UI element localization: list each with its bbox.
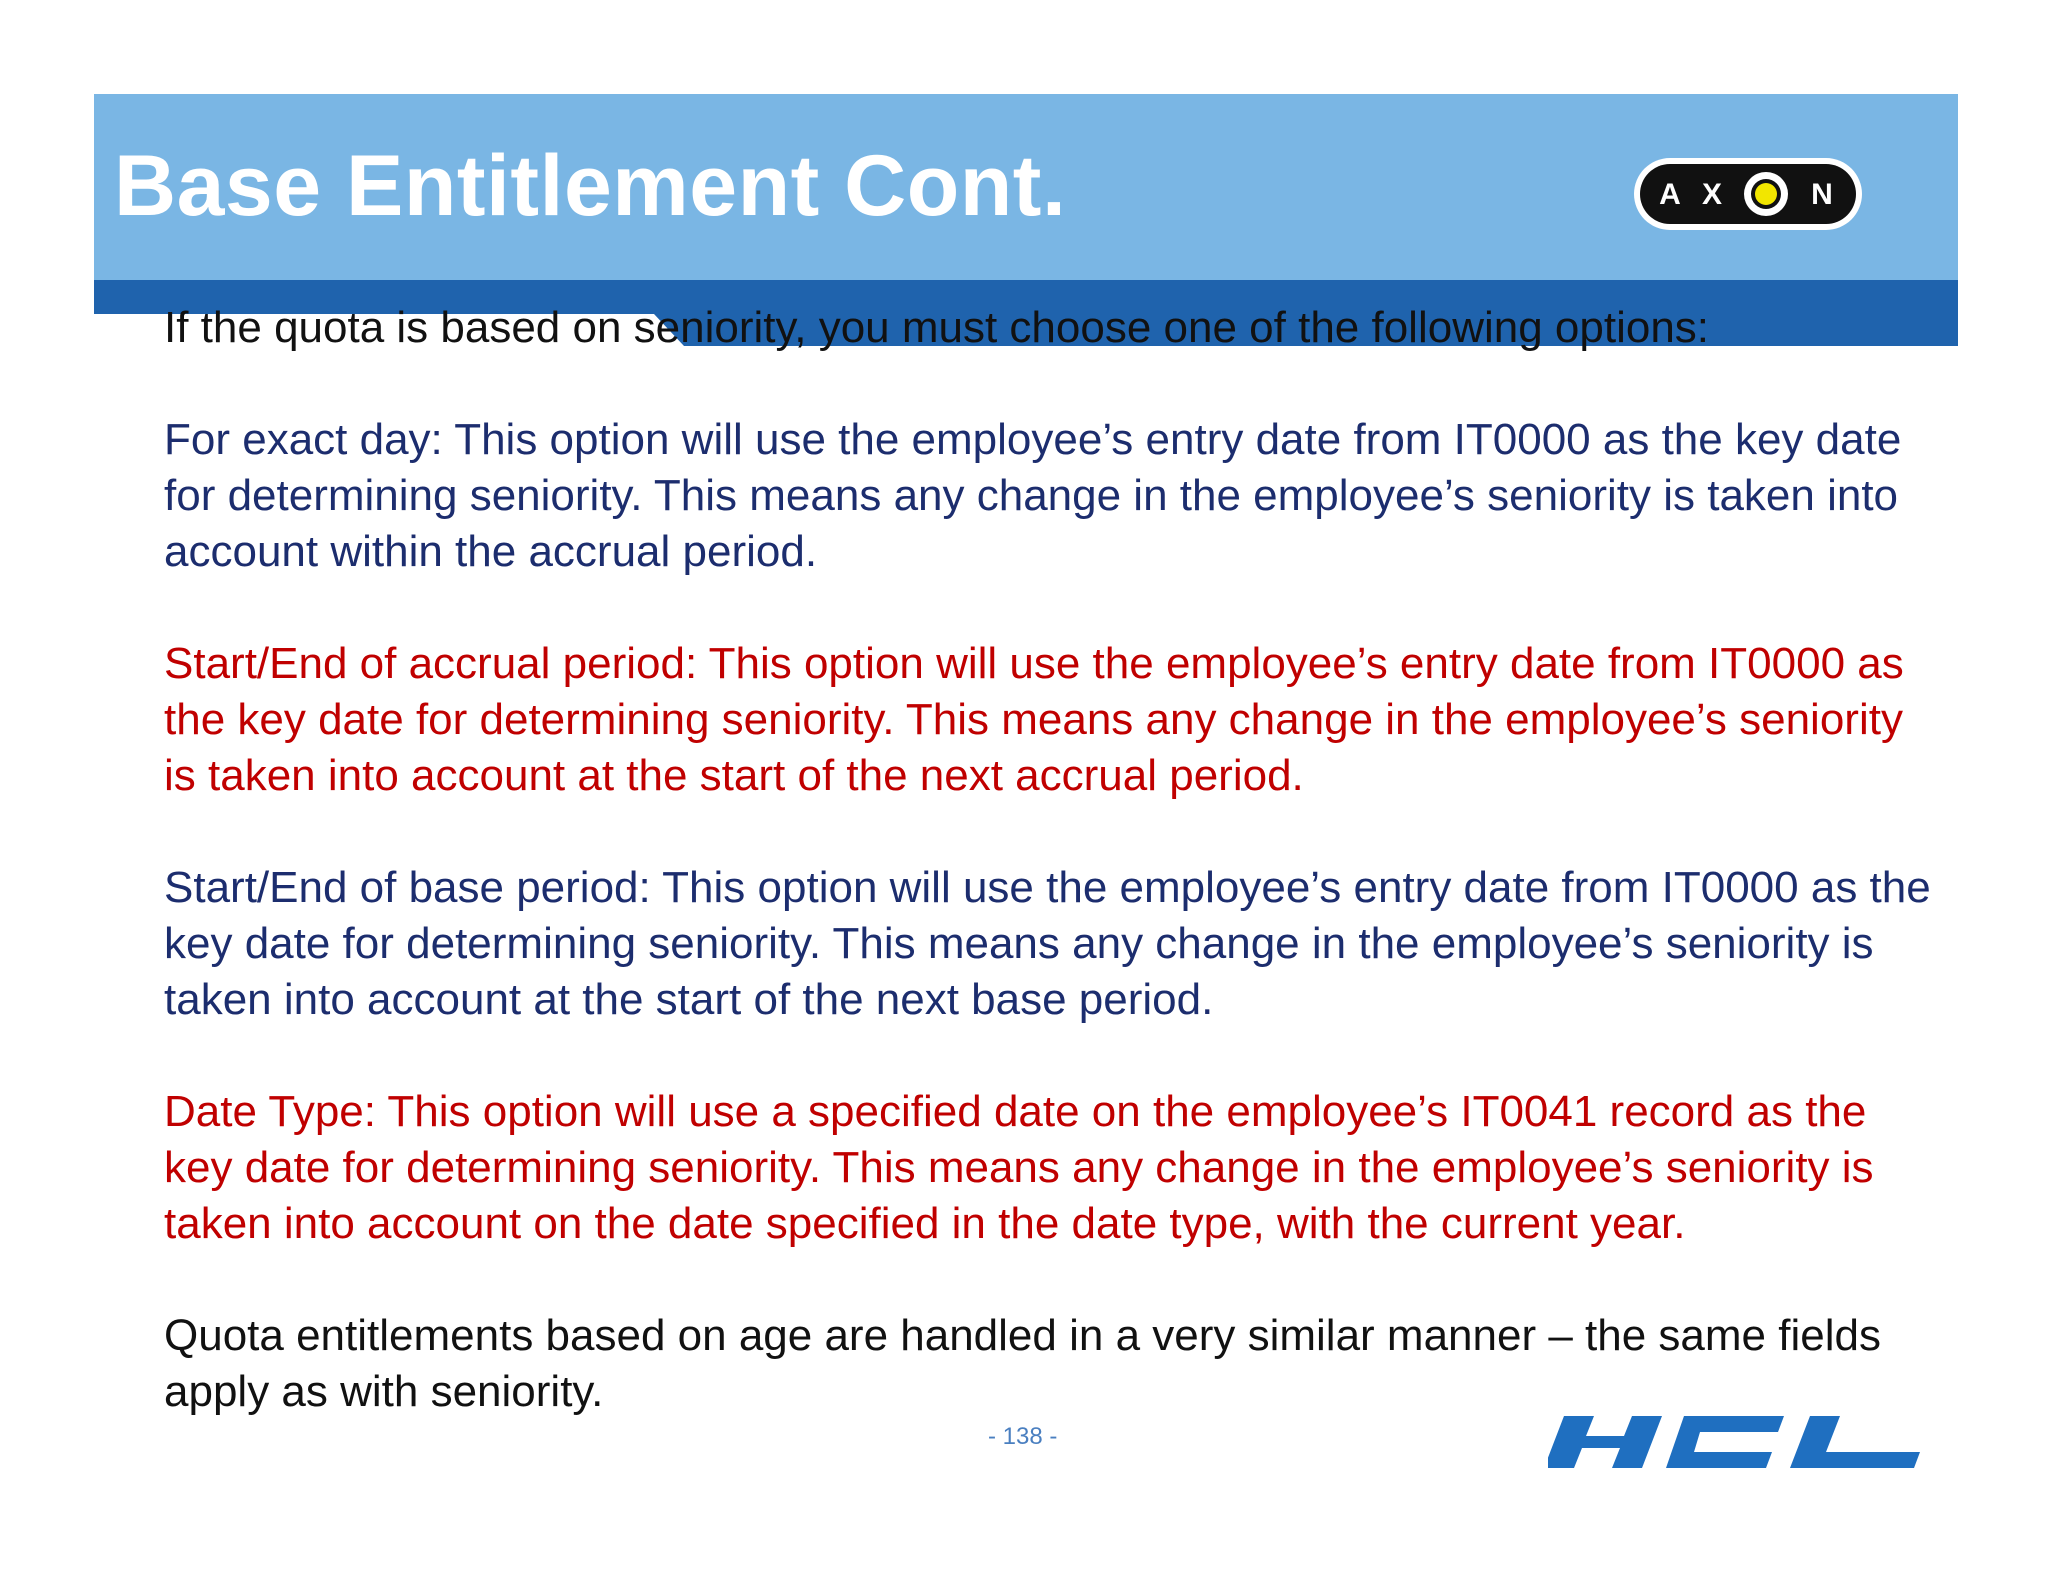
- intro-text: If the quota is based on seniority, you must choose one of the following options:: [164, 303, 1710, 352]
- page-number: - 138 -: [988, 1423, 1058, 1450]
- option-exact-day: For exact day: This option will use the employee’s entry date from IT0000 as the key date for determining seniority. This means any change in the employee’s seniority is taken into account within the accrual period.: [164, 415, 1902, 576]
- slide-body: [164, 300, 1934, 1476]
- option-date-type: Date Type: This option will use a specified date on the employee’s IT0041 record as the key date for determining seniority. This means any change in the employee’s seniority is taken into account on the date specified in the date type, with the current year.: [164, 1087, 1874, 1248]
- option-base-period: Start/End of base period: This option will use the employee’s entry date from IT0000 as the key date for determining seniority. This means any change in the employee’s seniority is taken into account at the start of the next base period.: [164, 863, 1931, 1024]
- axon-logo: [1632, 156, 1864, 232]
- svg-text:X: X: [1701, 178, 1723, 211]
- slide-title: Base Entitlement Cont.: [114, 138, 1067, 234]
- hcl-logo: [1548, 1414, 1920, 1470]
- closing-text: Quota entitlements based on age are handled in a very similar manner – the same fields apply as with seniority.: [164, 1311, 1881, 1416]
- svg-text:A: A: [1659, 178, 1681, 211]
- svg-text:N: N: [1811, 178, 1833, 211]
- option-accrual-period: Start/End of accrual period: This option will use the employee’s entry date from IT0000 as the key date for determining seniority. This means any change in the employee’s seniority is taken into account at the start of the next accrual period.: [164, 639, 1904, 800]
